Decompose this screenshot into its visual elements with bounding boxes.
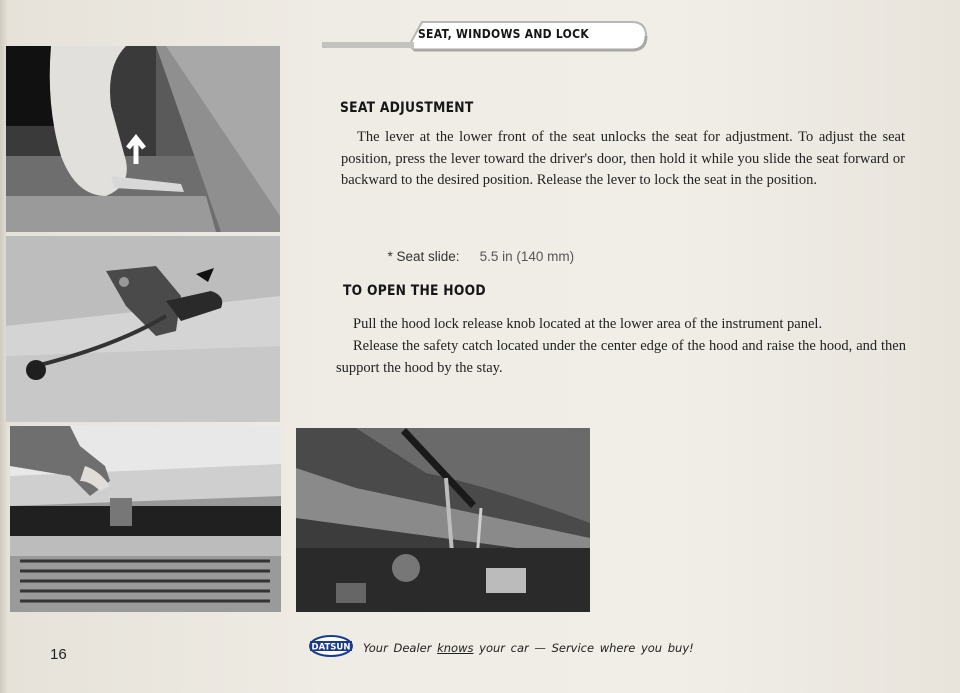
section-title: SEAT, WINDOWS AND LOCK	[418, 27, 589, 41]
seat-slide-spec	[380, 234, 574, 264]
seat-adjustment-text: The lever at the lower front of the seat unlocks the seat for adjustment. To adjust the seat position, press the lever toward the driver's door, then hold it while you slide the seat forward or backward to the desired position. Release the lever to lock the seat in the position.	[341, 129, 905, 188]
page-number: 16	[50, 646, 67, 663]
seat-adjustment-heading: SEAT ADJUSTMENT	[340, 100, 474, 116]
datsun-logo	[308, 635, 354, 662]
seat-lever-photo	[6, 46, 280, 232]
open-hood-text-1: Pull the hood lock release knob located at the lower area of the instrument panel.	[353, 316, 823, 332]
seat-slide-label: * Seat slide:	[387, 249, 460, 264]
hood-stay-photo	[296, 428, 590, 612]
section-header	[322, 18, 648, 54]
slogan-part-1: Your Dealer	[363, 641, 438, 655]
datsun-logo-text: DATSUN	[311, 642, 351, 653]
dealer-slogan	[363, 641, 694, 655]
slogan-part-2: your car — Service where you buy!	[473, 641, 694, 655]
open-hood-heading: TO OPEN THE HOOD	[343, 283, 486, 299]
slogan-underlined: knows	[437, 641, 474, 655]
hood-release-knob-photo	[6, 236, 280, 422]
open-hood-text-2: Release the safety catch located under the center edge of the hood and raise the hood, and then support the hood by the stay.	[336, 338, 906, 376]
hood-safety-catch-photo	[10, 426, 281, 612]
seat-slide-value: 5.5 in (140 mm)	[479, 249, 575, 264]
